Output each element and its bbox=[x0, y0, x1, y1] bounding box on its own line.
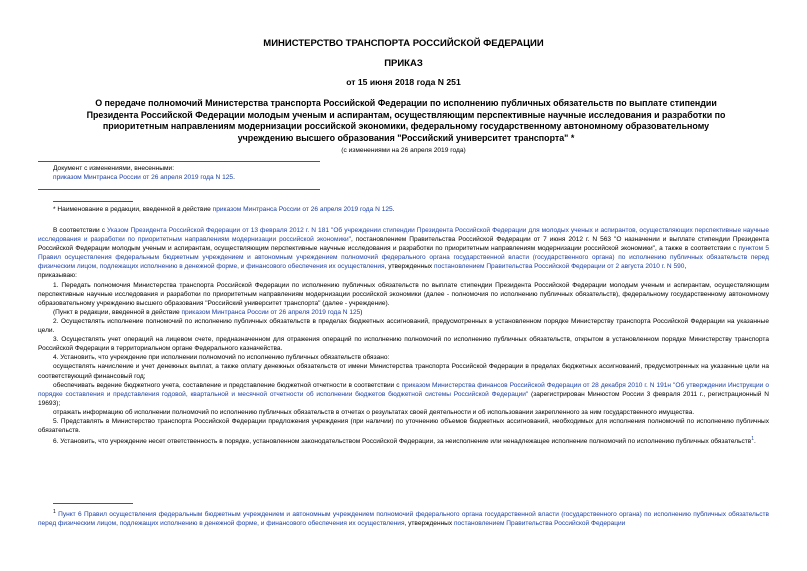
changes-box-links bbox=[53, 174, 333, 183]
bottom-footnote-ref: 1 bbox=[53, 509, 56, 515]
footnote bbox=[53, 206, 753, 215]
item-6-footnote-ref[interactable]: 1 bbox=[751, 436, 755, 443]
preamble-text-5: , bbox=[684, 263, 687, 271]
preamble-link-decree[interactable]: Указом Президента Российской Федерации от 13 февраля 2012 г. N 181 "Об учреждении стипендии Президента Российской Федерации для молодых ученых и аспирантов, осуществляющих перспективные научные исследования и разработки по приоритетным направлениям модернизации российской экономики" bbox=[38, 227, 769, 244]
item-4-b bbox=[38, 381, 769, 408]
ministry-heading: МИНИСТЕРСТВО ТРАНСПОРТА РОССИЙСКОЙ ФЕДЕРАЦИИ bbox=[263, 38, 544, 49]
changes-box-bottom-rule bbox=[38, 189, 320, 190]
item-4-b-text-1: обеспечивать ведение бюджетного учета, составление и представление бюджетной отчетности в соответствии с bbox=[53, 381, 402, 389]
item-4-b-link[interactable]: приказом Министерства финансов Российской Федерации от 28 декабря 2010 г. N 191н "Об утверждении Инструкции о порядке составления и представления годовой, квартальной и месячной отчетности об исполнении бюджетов бюджетной системы Российской Федерации" bbox=[38, 381, 769, 398]
footnote-rule bbox=[53, 201, 133, 202]
footnote-prefix: * Наименование в редакции, введенной в действие bbox=[53, 206, 213, 213]
item-6 bbox=[38, 435, 769, 446]
item-6-end: . bbox=[754, 438, 756, 446]
item-3: 3. Осуществлять учет операций на лицевом счете, предназначенном для отражения операций по исполнению полномочий по исполнению публичных обязательств, открытом в установленном порядке Министерству транспорта Российской Федерации в территориальном органе Федерального казначейства. bbox=[38, 336, 769, 353]
item-1-note-link[interactable]: приказом Минтранса России от 26 апреля 2019 года N 125 bbox=[181, 308, 361, 316]
footnote-suffix: . bbox=[392, 206, 395, 213]
footnote-link[interactable]: приказом Минтранса России от 26 апреля 2019 года N 125 bbox=[212, 206, 393, 213]
bottom-footnote bbox=[38, 508, 769, 528]
preamble bbox=[38, 226, 769, 271]
item-1: 1. Передать полномочия Министерства транспорта Российской Федерации по исполнению публичных обязательств по выплате стипендии Президента Российской Федерации молодым ученым и аспирантам, осуществляющим перспективные научные исследования и разработки по приоритетным направлениям модернизации российской экономики (далее - полномочия по исполнению публичных обязательств), федеральному государственному автономному образовательному учреждению высшего образования "Российский университет транспорта" (далее - учреждение). bbox=[38, 281, 769, 307]
item-1-note bbox=[38, 308, 769, 317]
changes-link-after: . bbox=[233, 173, 235, 181]
doc-type-heading: ПРИКАЗ bbox=[384, 58, 423, 69]
preamble-text-4: , утвержденных bbox=[384, 263, 435, 271]
order-word: приказываю: bbox=[38, 272, 77, 280]
changes-box bbox=[53, 165, 333, 182]
item-4-a: осуществлять начисление и учет денежных выплат, а также оплату денежных обязательств от имени Министерства транспорта Российской Федерации в пределах бюджетных ассигнований, предусмотренных на указанные цели на соответствующий финансовый год; bbox=[38, 363, 769, 380]
preamble-link-resolution[interactable]: постановлением Правительства Российской Федерации от 2 августа 2010 г. N 590 bbox=[434, 263, 685, 271]
bottom-footnote-rule bbox=[53, 503, 133, 504]
item-4-b-text-2: (зарегистрирован Минюстом России 3 февраля 2011 г., регистрационный N 19693); bbox=[38, 390, 769, 407]
preamble-link-rules[interactable]: пунктом 5 Правил осуществления федеральным бюджетным учреждением и автономным учреждением полномочий федерального органа государственной власти (государственного органа) по исполнению публичных обязательств перед физическим лицом, подлежащих исполнению в денежной форме, и финансового обеспечения их осуществления bbox=[38, 245, 769, 271]
order-body bbox=[38, 226, 769, 446]
changes-box-label: Документ с изменениями, внесенными: bbox=[53, 165, 175, 172]
item-2: 2. Осуществлять исполнение полномочий по исполнению публичных обязательств в пределах бюджетных ассигнований, предусмотренных в установленном порядке Министерству транспорта Российской Федерации на указанные цели. bbox=[38, 317, 769, 335]
bottom-footnote-text-1: , утвержденных bbox=[404, 520, 454, 528]
bottom-footnote-link[interactable]: Пункт 6 Правил осуществления федеральным бюджетным учреждением и автономным учреждением полномочий федерального органа государственной власти (государственного органа) по исполнению публичных обязательств перед физическим лицом, подлежащих исполнению в денежной форме, и финансового обеспечения их осуществления bbox=[38, 511, 769, 528]
item-5: 5. Представлять в Министерство транспорта Российской Федерации предложения учреждения (при наличии) по уточнению объемов бюджетных ассигнований, необходимых для исполнения полномочий по исполнению публичных обязательств. bbox=[38, 417, 769, 435]
date-number-heading: от 15 июня 2018 года N 251 bbox=[346, 77, 461, 87]
preamble-text-3: , а также в соответствии с bbox=[654, 245, 739, 253]
preamble-text-2: , постановлением Правительства Российской Федерации от 7 июня 2012 г. N 563 "О назначении и выплате стипендии Президента Российской Федерации молодым ученым и аспирантам, осуществляющим перспективные научные исследования и разработки по приоритетным направлениям модернизации российской экономики" bbox=[38, 236, 769, 253]
document-title: О передаче полномочий Министерства транспорта Российской Федерации по исполнению публичных обязательств по выплате стипендии Президента Российской Федерации молодым ученым и аспирантам, осуществляющим перспективные научные исследования и разработки по приоритетным направлениям модернизации российской экономики, федеральному государственному автономному образовательному учреждению высшего образования "Российский университет транспорта" * bbox=[86, 98, 726, 143]
changes-link[interactable]: приказом Минтранса России от 26 апреля 2019 года N 125 bbox=[53, 173, 234, 181]
item-1-note-suffix: ) bbox=[360, 308, 363, 316]
editions-note: (с изменениями на 26 апреля 2019 года) bbox=[341, 147, 466, 154]
bottom-footnote-text bbox=[38, 508, 769, 528]
item-6-text: 6. Установить, что учреждение несет ответственность в порядке, установленном законодательством Российской Федерации, за неисполнение или ненадлежащее исполнение полномочий по исполнению публичных обязательств bbox=[53, 438, 752, 446]
item-4-c: отражать информацию об исполнении полномочий по исполнению публичных обязательств в отчетах о результатах своей деятельности и об использовании закрепленного за ним государственного имущества. bbox=[53, 408, 695, 416]
bottom-footnote-link-2[interactable]: постановлением Правительства Российской Федерации bbox=[453, 520, 626, 528]
item-4: 4. Установить, что учреждение при исполнении полномочий по исполнению публичных обязательств обязано: bbox=[53, 354, 390, 362]
preamble-text-1: В соответствии с bbox=[53, 227, 108, 234]
changes-box-top-rule bbox=[38, 161, 320, 162]
item-1-note-prefix: (Пункт в редакции, введенной в действие bbox=[53, 308, 182, 316]
